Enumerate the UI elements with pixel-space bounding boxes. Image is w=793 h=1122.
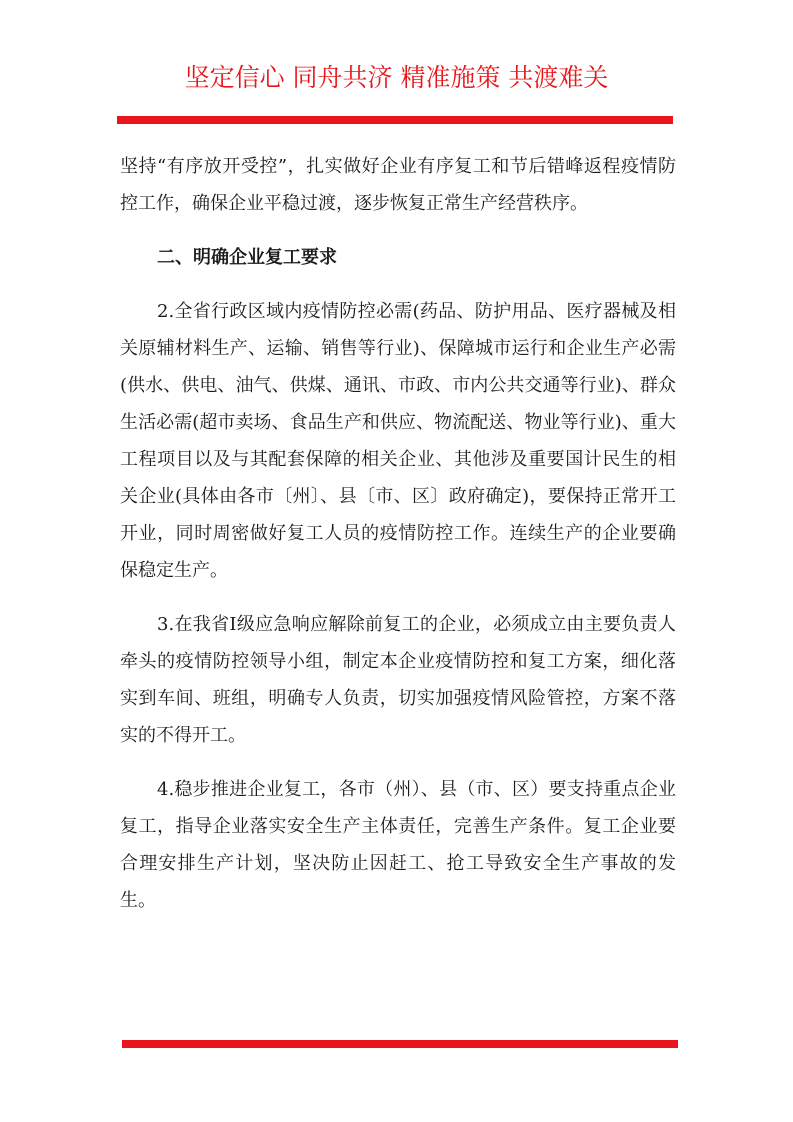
document-body <box>120 148 676 919</box>
item-paragraph-2: 2.全省行政区域内疫情防控必需(药品、防护用品、医疗器械及相关原辅材料生产、运输、销售等行业)、保障城市运行和企业生产必需(供水、供电、油气、供煤、通讯、市政、市内公共交通等行业)、群众生活必需(超市卖场、食品生产和供应、物流配送、物业等行业)、重大工程项目以及与其配套保障的相关企业、其他涉及重要国计民生的相关企业(具体由各市〔州〕、县〔市、区〕政府确定)，要保持正常开工开业，同时周密做好复工人员的疫情防控工作。连续生产的企业要确保稳定生产。 <box>120 301 676 581</box>
item-paragraph-4: 4.稳步推进企业复工，各市（州）、县（市、区）要支持重点企业复工，指导企业落实安全生产主体责任，完善生产条件。复工企业要合理安排生产计划，坚决防止因赶工、抢工导致安全生产事故的发生。 <box>120 779 676 911</box>
intro-paragraph: 坚持“有序放开受控”，扎实做好企业有序复工和节后错峰返程疫情防控工作，确保企业平稳过渡，逐步恢复正常生产经营秩序。 <box>120 156 676 214</box>
banner-title: 坚定信心 同舟共济 精准施策 共渡难关 <box>184 63 609 92</box>
top-red-rule <box>117 116 673 124</box>
item-paragraph-3: 3.在我省Ⅰ级应急响应解除前复工的企业，必须成立由主要负责人牵头的疫情防控领导小组，制定本企业疫情防控和复工方案，细化落实到车间、班组，明确专人负责，切实加强疫情风险管控，方案不落实的不得开工。 <box>120 614 676 746</box>
bottom-red-rule <box>122 1040 678 1048</box>
section-heading: 二、明确企业复工要求 <box>157 247 337 268</box>
